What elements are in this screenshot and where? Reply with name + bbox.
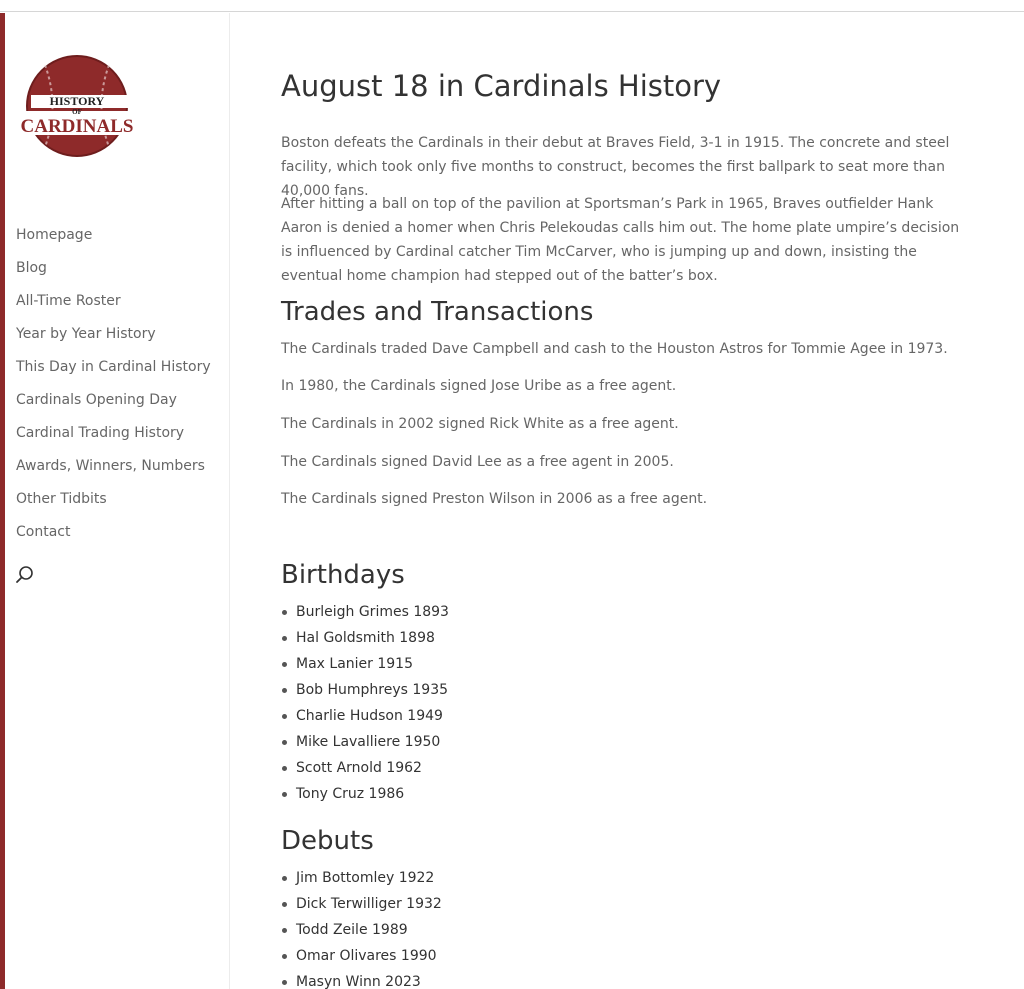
bullet-icon	[282, 714, 287, 719]
list-item	[281, 917, 442, 943]
nav-item-awards[interactable]	[16, 450, 211, 483]
bullet-icon	[282, 610, 287, 615]
nav-link[interactable]: Year by Year History	[16, 326, 156, 342]
bullet-icon	[282, 954, 287, 959]
bullet-icon	[282, 876, 287, 881]
bullet-icon	[282, 766, 287, 771]
nav-link[interactable]: Contact	[16, 524, 71, 540]
site-logo[interactable]	[15, 53, 137, 159]
trade-item: The Cardinals signed David Lee as a free agent in 2005.	[281, 454, 674, 470]
bullet-icon	[282, 662, 287, 667]
trade-item: The Cardinals in 2002 signed Rick White as a free agent.	[281, 416, 679, 432]
nav-item-homepage[interactable]	[16, 219, 211, 252]
debut-text: Omar Olivares 1990	[296, 948, 437, 964]
trade-item: The Cardinals traded Dave Campbell and cash to the Houston Astros for Tommie Agee in 1973.	[281, 341, 948, 357]
logo-line1: HISTORY	[49, 94, 105, 108]
bullet-icon	[282, 792, 287, 797]
list-item	[281, 625, 449, 651]
list-item	[281, 865, 442, 891]
birthday-text: Charlie Hudson 1949	[296, 708, 443, 724]
trades-heading: Trades and Transactions	[281, 297, 594, 327]
list-item	[281, 969, 442, 989]
nav-item-opening-day[interactable]	[16, 384, 211, 417]
nav-link[interactable]: Blog	[16, 260, 47, 276]
bullet-icon	[282, 740, 287, 745]
bullet-icon	[282, 928, 287, 933]
nav-link[interactable]: Other Tidbits	[16, 491, 107, 507]
nav-link[interactable]: Cardinals Opening Day	[16, 392, 177, 408]
trade-item: The Cardinals signed Preston Wilson in 2006 as a free agent.	[281, 491, 708, 507]
list-item	[281, 755, 449, 781]
search-icon	[15, 565, 35, 585]
list-item	[281, 781, 449, 807]
nav-link[interactable]: All-Time Roster	[16, 293, 121, 309]
list-item	[281, 677, 449, 703]
birthday-text: Scott Arnold 1962	[296, 760, 422, 776]
sidebar	[5, 13, 230, 989]
debut-text: Jim Bottomley 1922	[296, 870, 435, 886]
nav-link[interactable]: Awards, Winners, Numbers	[16, 458, 205, 474]
nav-item-blog[interactable]	[16, 252, 211, 285]
list-item	[281, 943, 442, 969]
nav-item-trading-history[interactable]	[16, 417, 211, 450]
birthday-text: Mike Lavalliere 1950	[296, 734, 441, 750]
birthday-text: Burleigh Grimes 1893	[296, 604, 449, 620]
logo-line2: OF	[72, 108, 82, 116]
debut-text: Todd Zeile 1989	[296, 922, 408, 938]
debuts-heading: Debuts	[281, 826, 374, 856]
nav-link[interactable]: Cardinal Trading History	[16, 425, 185, 441]
debuts-list	[281, 865, 442, 989]
list-item	[281, 703, 449, 729]
list-item	[281, 729, 449, 755]
trade-item: In 1980, the Cardinals signed Jose Uribe as a free agent.	[281, 378, 677, 394]
history-paragraph: After hitting a ball on top of the pavilion at Sportsman’s Park in 1965, Braves outfielder Hank Aaron is denied a homer when Chris Pelekoudas calls him out. The home plate umpire’s decision is influenced by Cardinal catcher Tim McCarver, who is jumping up and down, insisting the eventual home champion had stepped out of the batter’s box.	[281, 196, 960, 284]
nav-item-this-day[interactable]	[16, 351, 211, 384]
list-item	[281, 891, 442, 917]
top-border	[0, 0, 1024, 12]
nav-link[interactable]: Homepage	[16, 227, 93, 243]
main-nav	[16, 219, 211, 549]
birthday-text: Max Lanier 1915	[296, 656, 413, 672]
birthdays-list	[281, 599, 449, 807]
search-button[interactable]	[15, 565, 35, 585]
bullet-icon	[282, 688, 287, 693]
nav-item-roster[interactable]	[16, 285, 211, 318]
nav-link[interactable]: This Day in Cardinal History	[16, 359, 211, 375]
birthday-text: Hal Goldsmith 1898	[296, 630, 435, 646]
logo-line3: CARDINALS	[20, 116, 134, 137]
bullet-icon	[282, 902, 287, 907]
list-item	[281, 599, 449, 625]
debut-text: Dick Terwilliger 1932	[296, 896, 442, 912]
history-paragraph: Boston defeats the Cardinals in their debut at Braves Field, 3-1 in 1915. The concrete and steel facility, which took only five months to construct, becomes the first ballpark to seat more than 40,000 fans.	[281, 135, 950, 199]
nav-item-year-history[interactable]	[16, 318, 211, 351]
nav-item-tidbits[interactable]	[16, 483, 211, 516]
birthday-text: Bob Humphreys 1935	[296, 682, 449, 698]
nav-item-contact[interactable]	[16, 516, 211, 549]
list-item	[281, 651, 449, 677]
logo-baseball-icon	[15, 53, 137, 159]
birthdays-heading: Birthdays	[281, 560, 405, 590]
bullet-icon	[282, 636, 287, 641]
debut-text: Masyn Winn 2023	[296, 974, 421, 989]
bullet-icon	[282, 980, 287, 985]
page-title: August 18 in Cardinals History	[281, 69, 722, 103]
birthday-text: Tony Cruz 1986	[296, 786, 405, 802]
